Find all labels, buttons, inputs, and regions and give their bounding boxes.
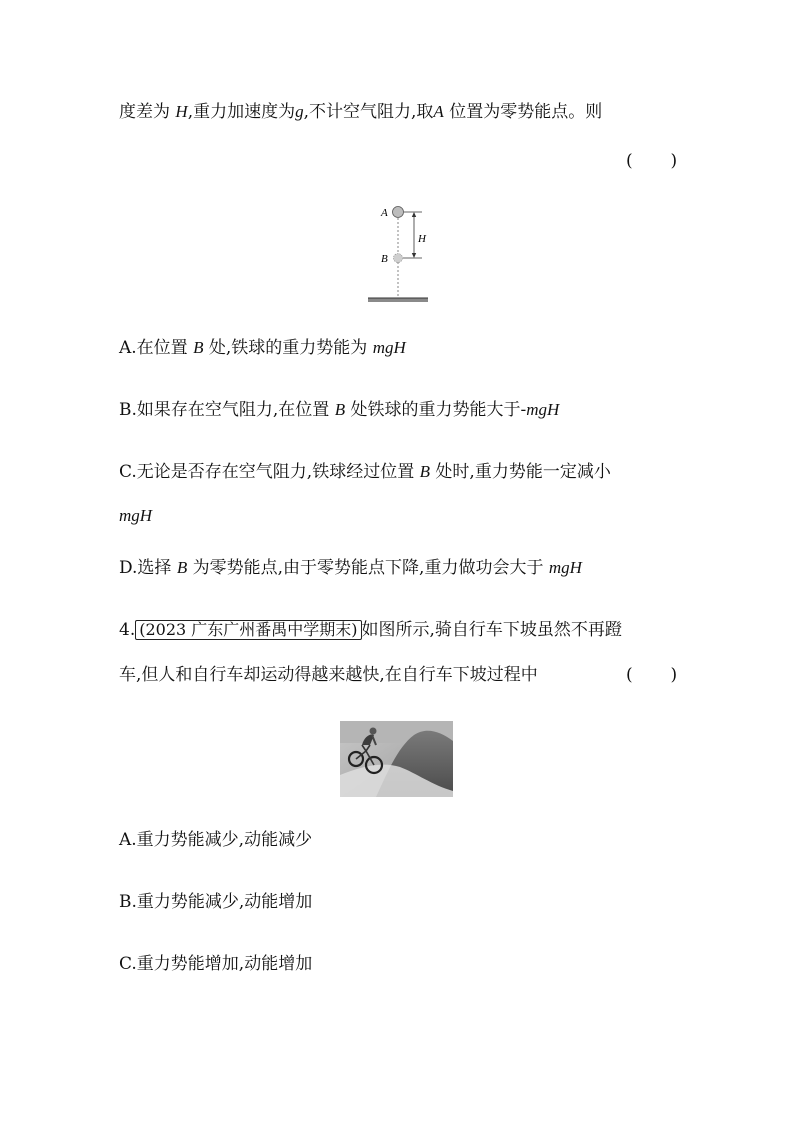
cyclist-photo xyxy=(340,721,453,797)
option-text: B.如果存在空气阻力,在位置 xyxy=(119,400,335,420)
var-h: H xyxy=(175,102,188,121)
rider-head xyxy=(370,728,377,735)
var-b: B xyxy=(176,558,188,577)
var-g: g xyxy=(295,102,304,121)
var-b: B xyxy=(334,400,346,419)
math-mgh: mgH xyxy=(548,558,582,577)
q4-option-a: A.重力势能减少,动能减少 xyxy=(119,830,313,850)
q3-stem-part: ,重力加速度为 xyxy=(187,102,296,122)
h-arrow-up xyxy=(412,212,416,217)
label-a: A xyxy=(381,207,388,219)
source-tag: (2023 广东广州番禺中学期末) xyxy=(135,620,361,640)
q4-answer-bracket: ( ) xyxy=(626,665,678,685)
var-b: B xyxy=(193,338,204,357)
q3-option-a xyxy=(119,337,406,359)
var-a: A xyxy=(433,102,444,121)
option-text: C.无论是否存在空气阻力,铁球经过位置 xyxy=(119,462,420,482)
q3-stem-part: 度差为 xyxy=(119,102,176,122)
option-text: 处时,重力势能一定减小 xyxy=(430,462,611,482)
ball-b xyxy=(394,254,403,263)
q3-option-c-line2: mgH xyxy=(119,506,153,525)
q3-figure xyxy=(360,196,440,308)
q3-stem-part: ,不计空气阻力,取 xyxy=(303,102,434,122)
ground xyxy=(368,298,428,302)
q4-stem-line2: 车,但人和自行车却运动得越来越快,在自行车下坡过程中 xyxy=(119,665,538,685)
option-text: 处铁球的重力势能大于- xyxy=(345,400,527,420)
q3-option-c-line1 xyxy=(119,461,611,483)
q3-option-d xyxy=(119,557,582,579)
ball-a xyxy=(393,207,404,218)
q4-stem-line1 xyxy=(119,619,622,641)
option-text: 处,铁球的重力势能为 xyxy=(203,338,373,358)
var-b: B xyxy=(419,462,431,481)
math-mgh: mgH xyxy=(526,400,560,419)
math-mgh: mgH xyxy=(372,338,406,357)
label-b: B xyxy=(381,253,388,265)
question-number: 4. xyxy=(119,620,136,640)
q3-stem-line xyxy=(119,101,602,123)
option-text: A.在位置 xyxy=(119,338,194,358)
label-h: H xyxy=(418,233,426,245)
q3-option-b xyxy=(119,399,559,421)
q4-stem-text: 如图所示,骑自行车下坡虽然不再蹬 xyxy=(361,620,622,640)
q3-stem-part: 位置为零势能点。则 xyxy=(443,102,603,122)
option-text: 为零势能点,由于零势能点下降,重力做功会大于 xyxy=(187,558,549,578)
q3-answer-bracket: ( ) xyxy=(626,151,678,171)
q4-option-b: B.重力势能减少,动能增加 xyxy=(119,892,313,912)
h-arrow-down xyxy=(412,253,416,258)
option-text: D.选择 xyxy=(119,558,177,578)
q4-option-c: C.重力势能增加,动能增加 xyxy=(119,954,313,974)
